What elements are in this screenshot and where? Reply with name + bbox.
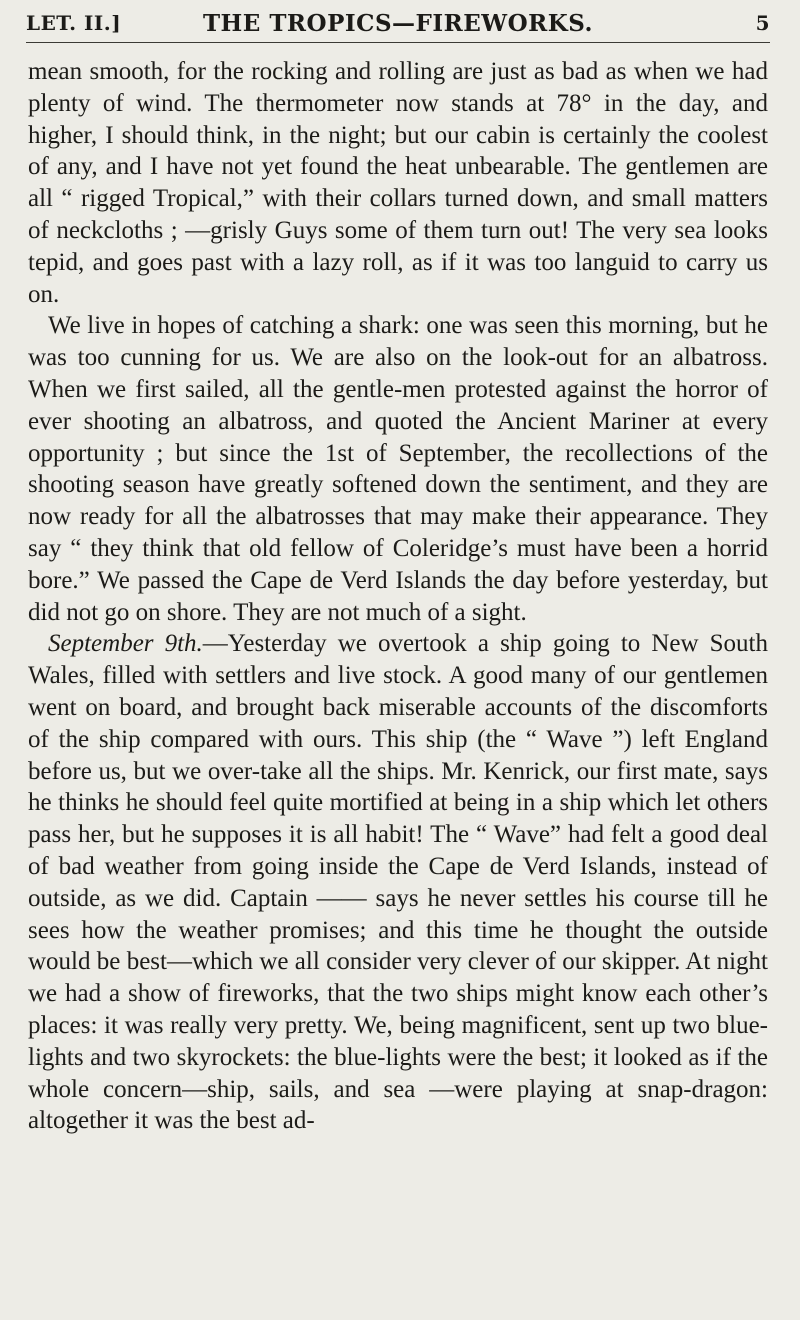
paragraph-dated bbox=[28, 628, 768, 1137]
paragraph-text: —Yesterday we overtook a ship going to New South Wales, filled with settlers and live stock. A good many of our gentlemen went on board, and brought back miserable accounts of the discomforts of the ship compared with ours. This ship (the “ Wave ”) left England before us, but we over-take all the ships. Mr. Kenrick, our first mate, says he thinks he should feel quite mortified at being in a ship which let others pass her, but he supposes it is all habit! The “ Wave” had felt a good deal of bad weather from going inside the Cape de Verd Islands, instead of outside, as we did. Captain —— says he never settles his course till he sees how the weather promises; and this time he thought the outside would be best—which we all consider very clever of our skipper. At night we had a show of fireworks, that the two ships might know each other’s places: it was really very pretty. We, being magnificent, sent up two blue-lights and two skyrockets: the blue-lights were the best; it looked as if the whole concern—ship, sails, and sea —were playing at snap-dragon: altogether it was the best ad- bbox=[28, 630, 768, 1135]
body-text bbox=[28, 56, 768, 1137]
page-number: 5 bbox=[755, 11, 770, 35]
paragraph: mean smooth, for the rocking and rolling are just as bad as when we had plenty of wind. The thermometer now stands at 78° in the day, and higher, I should think, in the night; but our cabin is certainly the coolest of any, and I have not yet found the heat unbearable. The gentlemen are all “ rigged Tropical,” with their collars turned down, and small matters of neckcloths ; —grisly Guys some of them turn out! The very sea looks tepid, and goes past with a lazy roll, as if it was too languid to carry us on. bbox=[28, 58, 768, 308]
running-header bbox=[26, 6, 770, 40]
dateline: September 9th. bbox=[48, 630, 203, 658]
running-title: THE TROPICS—FIREWORKS. bbox=[202, 9, 594, 37]
paragraph: We live in hopes of catching a shark: one was seen this morning, but he was too cunning for us. We are also on the look-out for an albatross. When we first sailed, all the gentle-men protested against the horror of ever shooting an albatross, and quoted the Ancient Mariner at every opportunity ; but since the 1st of September, the recollections of the shooting season have greatly softened down the sentiment, and they are now ready for all the albatrosses that may make their appearance. They say “ they think that old fellow of Coleridge’s must have been a horrid bore.” We passed the Cape de Verd Islands the day before yesterday, but did not go on shore. They are not much of a sight. bbox=[28, 312, 768, 626]
header-rule bbox=[26, 42, 770, 43]
letter-number: LET. II.] bbox=[26, 11, 122, 35]
